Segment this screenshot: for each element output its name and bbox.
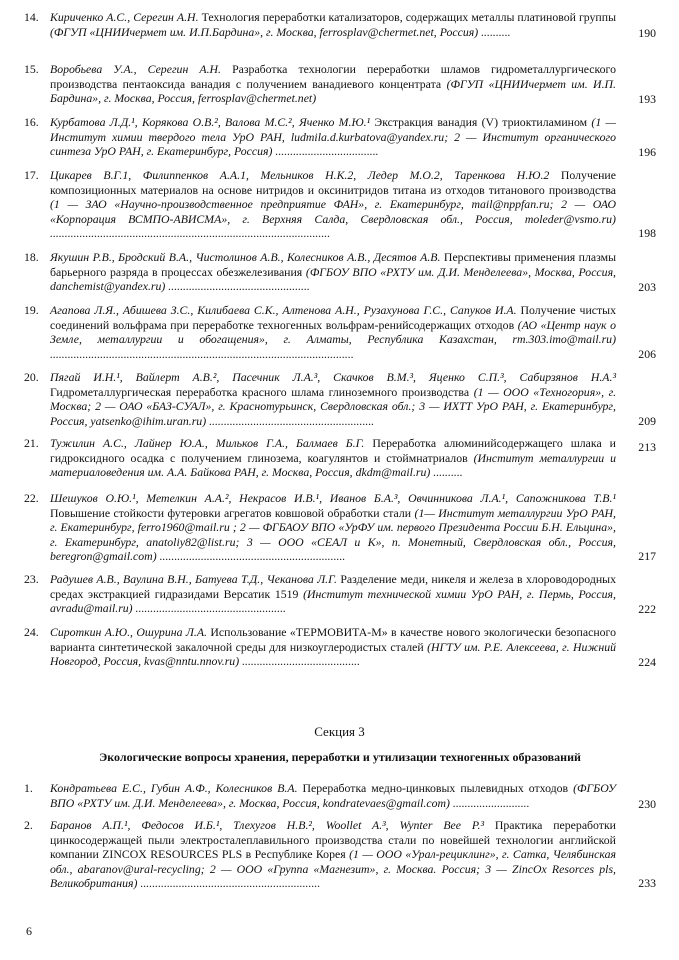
toc-entry — [24, 572, 656, 618]
entry-text — [50, 625, 616, 669]
entry-authors: Радушев А.В., Ваулина В.Н., Батуева Т.Д., Чеканова Л.Г. — [50, 572, 337, 586]
entry-affiliation: (1 — ООО «Техногория», г. Москва; 2 — ОАО «БАЗ-СУАЛ», г. Краснотурьинск, Свердловская обл.; 3 — ИХТТ УрО РАН, г. Екатеринбург, Россия, yatsenko@ihim.uran.ru) ........................................................ — [50, 384, 617, 428]
entry-number: 17. — [24, 168, 39, 182]
toc-entry — [24, 115, 656, 161]
toc-entry — [24, 303, 656, 361]
entry-text — [50, 818, 616, 891]
entry-number: 14. — [24, 10, 39, 24]
entry-authors: Пягай И.Н.¹, Вайлерт А.В.², Пасечник Л.А.³, Скачков В.М.³, Яценко С.П.³, Сабирзянов Н.А.³ — [50, 370, 616, 384]
entry-number: 22. — [24, 491, 39, 505]
toc-entry — [24, 818, 656, 890]
entry-number: 15. — [24, 62, 39, 76]
entry-page: 233 — [638, 876, 656, 890]
toc-entry — [24, 62, 656, 108]
entry-authors: Кондратьева Е.С., Губин А.Ф., Колесников В.А. — [50, 781, 298, 795]
section-title: Секция 3 — [314, 724, 365, 739]
entry-title: Получение композиционных материалов на основе нитридов и оксинитридов титана из отходов титанового производства — [50, 168, 616, 197]
toc-entry — [24, 625, 656, 671]
entry-authors: Баранов А.П.¹, Федосов И.Б.¹, Тлехугов Н.В.², Woollet A.³, Wynter Bee P.³ — [50, 818, 485, 832]
entry-title: Переработка медно-цинковых пылевидных отходов — [302, 781, 569, 795]
entry-text — [50, 115, 616, 159]
entry-text — [50, 10, 616, 39]
entry-page: 196 — [638, 145, 656, 159]
entry-page: 222 — [638, 602, 656, 616]
entry-authors: Якушин Р.В., Бродский В.А., Чистолинов А.В., Колесников А.В., Десятов А.В. — [50, 250, 441, 264]
entry-affiliation: (1 — Институт химии твердого тела УрО РАН, ludmila.d.kurbatova@yandex.ru; 2 — Институт органического синтеза УрО РАН, г. Екатеринбург, Россия) ................................... — [50, 115, 617, 159]
entry-affiliation: (НГТУ им. Р.Е. Алексеева, г. Нижний Новгород, Россия, kvas@nntu.nnov.ru) ........................................ — [50, 639, 616, 669]
entry-affiliation: (ФГБОУ ВПО «РХТУ им. Д.И. Менделеева», г. Москва, Россия, kondratevaes@gmail.com) .......................... — [50, 781, 616, 810]
entry-number: 21. — [24, 436, 39, 450]
entry-text — [50, 250, 616, 294]
entry-affiliation: (Институт металлургии и материаловедения им. А.А. Байкова РАН, г. Москва, Россия, dkdm@mail.ru) .......... — [50, 450, 616, 480]
entry-number: 24. — [24, 625, 39, 639]
entry-page: 193 — [638, 92, 656, 106]
entry-number: 23. — [24, 572, 39, 586]
entry-authors: Воробьева У.А., Серегин А.Н. — [50, 62, 222, 76]
entry-title: Гидрометаллургическая переработка красного шлама глиноземного производства — [50, 384, 470, 399]
entry-title: Повышение стойкости футеровки агрегатов ковшовой обработки стали — [50, 505, 412, 520]
entry-affiliation: (ФГУП «ЦНИИчермет им. И.П. Бардина», г. Москва, Россия, ferrosplav@chermet.net) — [50, 76, 616, 106]
entry-affiliation: (1 — ООО «Урал-рециклинг», г. Сатка, Челябинская обл., abaranov@ural-recycling; 2 — ООО «Группа «Магнезит», г. Москва. Россия; 3 — ZincOx Resorces pls, Великобритания) ............................................................. — [50, 847, 616, 891]
entry-text — [50, 62, 616, 106]
entry-text — [50, 303, 616, 361]
entry-affiliation: (ФГУП «ЦНИИчермет им. И.П.Бардина», г. Москва, ferrosplav@chermet.net, Россия) .......... — [50, 24, 511, 39]
entry-authors: Сироткин А.Ю., Ошурина Л.А. — [50, 625, 207, 639]
entry-title: Использование «ТЕРМОВИТА-М» в качестве нового экологически безопасного варианта синтетической закалочной среды для низкоуглеродистых сталей — [50, 625, 617, 654]
entry-text — [50, 491, 616, 564]
entry-page: 230 — [638, 797, 656, 811]
entry-title: Разделение меди, никеля и железа в хлороводородных средах экстракцией гидразидами Версатик 1519 — [50, 572, 617, 601]
entry-number: 19. — [24, 303, 39, 317]
entry-page: 224 — [638, 655, 656, 669]
entry-text — [50, 781, 616, 810]
section-subtitle: Экологические вопросы хранения, переработки и утилизации техногенных образований — [99, 750, 581, 764]
entry-title: Переработка алюминийсодержащего шлака и гидроксидного осадка с получением глинозема, коагулянтов и стоймнатриалов — [50, 436, 616, 465]
entry-authors: Агапова Л.Я., Абишева З.С., Килибаева С.К., Алтенова А.Н., Рузахунова Г.С., Сапуков И.А. — [50, 303, 517, 317]
page-number: 6 — [26, 924, 32, 938]
entry-affiliation: (АО «Центр наук о Земле, металлургии и обогащения», г. Алматы, Республика Казахстан, rm.303.imo@mail.ru) ....................................................................................................... — [50, 317, 616, 361]
entry-text — [50, 572, 616, 616]
entry-number: 16. — [24, 115, 39, 129]
entry-affiliation: (1— Институт металлургии УрО РАН, г. Екатеринбург, ferro1960@mail.ru ; 2 — ФГБАОУ ВПО «УрФУ им. первого Президента России Б.Н. Ельцина», г. Екатеринбург, anatoliy82@list.ru; 3 — ООО «СЕАЛ и К», п. Монетный, Свердловская обл., Россия, beregron@gmail.com) ............................................................... — [50, 505, 617, 564]
entry-page: 190 — [638, 26, 656, 40]
entry-title: Перспективы применения плазмы барьерного разряда в процессах обезжелезивания — [50, 250, 616, 279]
entry-authors: Шешуков О.Ю.¹, Метелкин А.А.², Некрасов И.В.¹, Иванов Б.А.³, Овчинникова Л.А.¹, Сапожникова Т.В.¹ — [50, 491, 616, 505]
toc-entry — [24, 781, 656, 813]
entry-page: 209 — [638, 414, 656, 428]
entry-page: 213 — [638, 440, 656, 454]
entry-title: Практика переработки цинкосодержащей пыли электросталеплавильного производства стали по новейшей технологии английской компании ZINCOX RESOURCES PLS в Республике Корея — [50, 818, 616, 862]
entry-affiliation: (Институт технической химии УрО РАН, г. Пермь, Россия, avradu@mail.ru) ................................................... — [50, 586, 616, 616]
toc-entry — [24, 168, 656, 240]
entry-affiliation: (1 — ЗАО «Научно-производственное предприятие ФАН», г. Екатеринбург, mail@nppfan.ru; 2 — ОАО «Корпорация ВСМПО-АВИСМА», г. Верхняя Салда, Свердловская обл., Россия, moleder@vsmo.ru) ............................................................................................... — [50, 197, 616, 241]
entry-title: Технология переработки катализаторов, содержащих металлы платиновой группы — [201, 10, 616, 24]
entry-authors: Цикарев В.Г.1, Филиппенков А.А.1, Мельников Н.К.2, Ледер М.О.2, Таренкова Н.Ю.2 — [50, 168, 550, 182]
entry-page: 217 — [638, 549, 656, 563]
toc-entry — [24, 491, 656, 563]
entry-affiliation: (ФГБОУ ВПО «РХТУ им. Д.И. Менделеева», Москва, Россия, danchemist@yandex.ru) ................................................ — [50, 264, 617, 294]
entry-title: Экстракция ванадия (V) триоктиламином — [374, 115, 588, 129]
entry-page: 206 — [638, 347, 656, 361]
toc-entry — [24, 436, 656, 482]
entry-text — [50, 370, 616, 428]
entry-authors: Кириченко А.С., Серегин А.Н. — [50, 10, 199, 24]
entry-page: 198 — [638, 226, 656, 240]
entry-text — [50, 436, 616, 480]
entry-title: Разработка технологии переработки шламов гидрометаллургического производства пентаоксида ванадия с получением ванадиевого концентрата — [50, 62, 616, 91]
toc-entry — [24, 370, 656, 428]
entry-authors: Тужилин А.С., Лайнер Ю.А., Мильков Г.А., Балмаев Б.Г. — [50, 436, 365, 450]
entry-number: 20. — [24, 370, 39, 384]
entry-number: 18. — [24, 250, 39, 264]
toc-entry — [24, 10, 656, 42]
entry-text — [50, 168, 616, 241]
entry-number: 2. — [24, 818, 33, 832]
entry-page: 203 — [638, 280, 656, 294]
toc-entry — [24, 250, 656, 296]
entry-authors: Курбатова Л.Д.¹, Корякова О.В.², Валова М.С.², Яченко М.Ю.¹ — [50, 115, 371, 129]
entry-number: 1. — [24, 781, 33, 795]
entry-title: Получение чистых соединений вольфрама при переработке техногенных вольфрам-ренийсодержащих отходов — [50, 303, 616, 332]
